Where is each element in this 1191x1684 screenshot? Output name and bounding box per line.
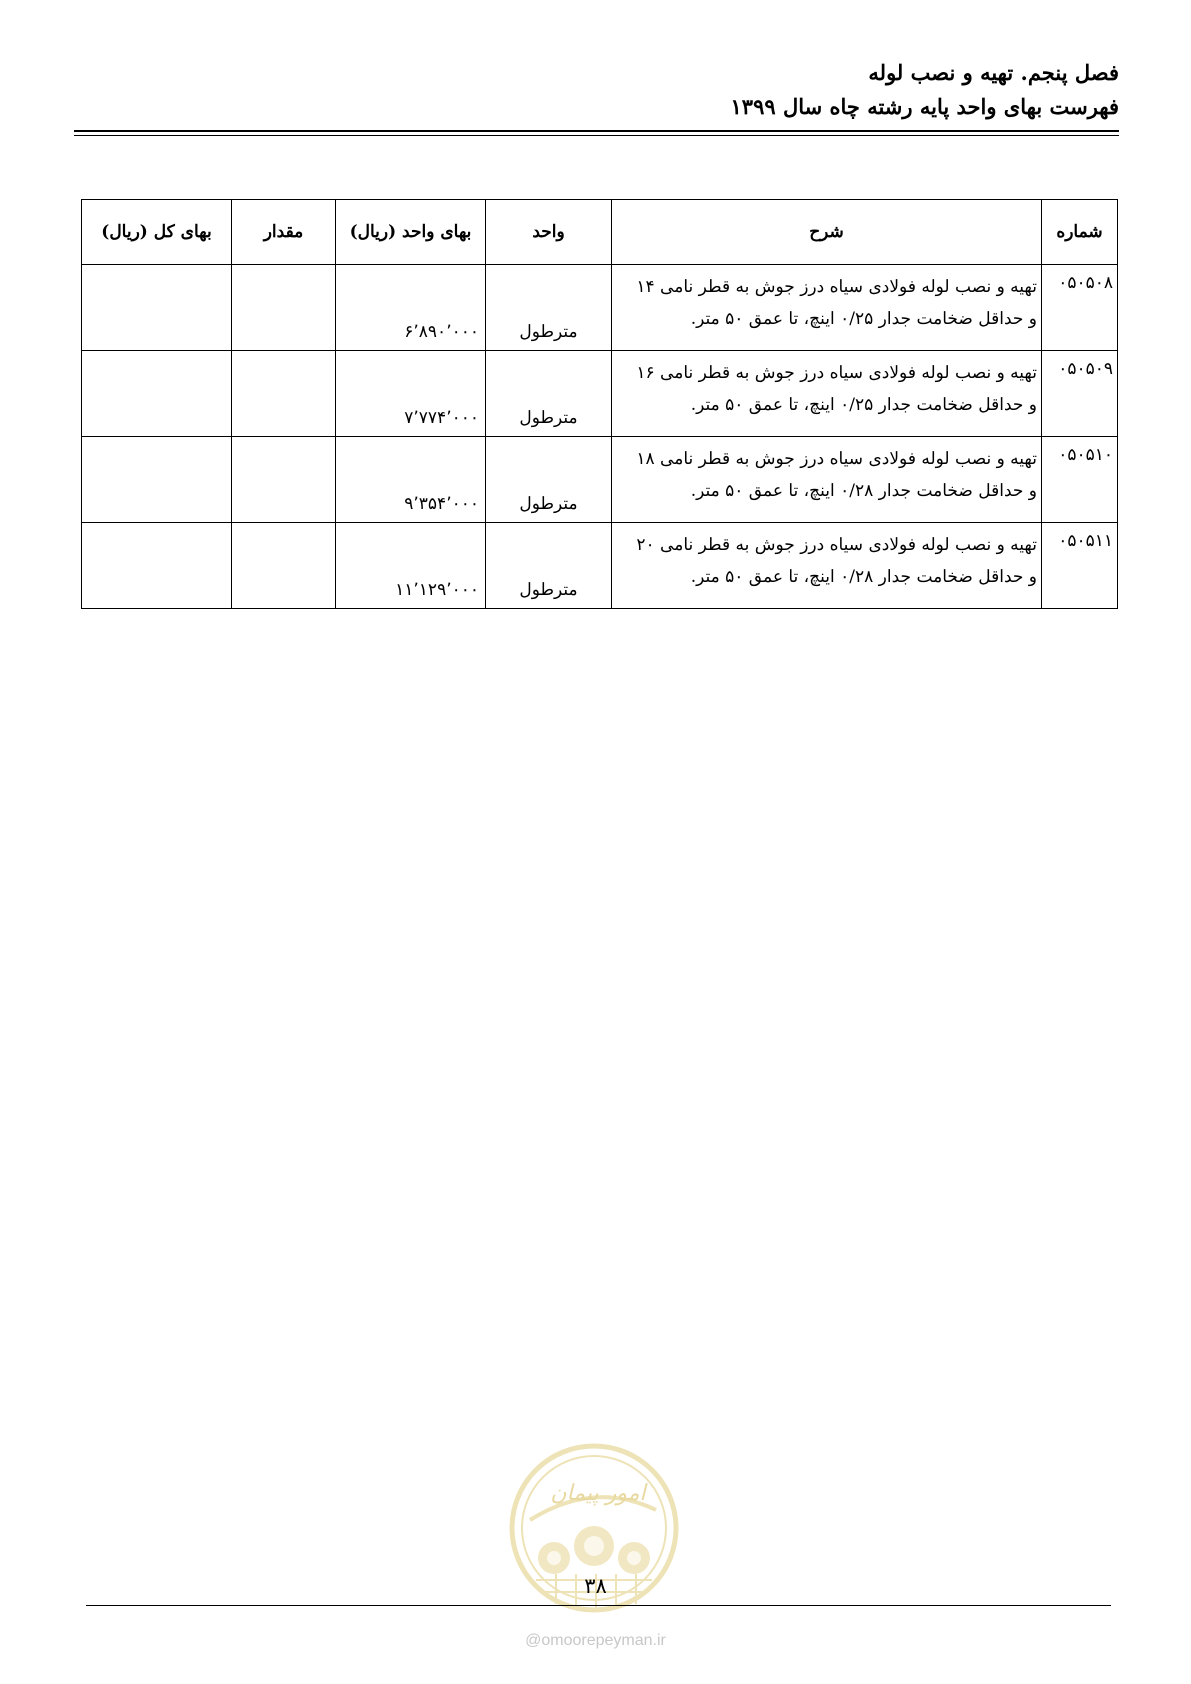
table-row <box>82 437 1118 523</box>
column-header-description: شرح <box>612 200 1042 265</box>
item-description-line: تهیه و نصب لوله فولادی سیاه درز جوش به قطر نامی ۲۰ <box>636 535 1037 555</box>
item-unit: مترطول <box>486 351 612 437</box>
item-unit: مترطول <box>486 523 612 609</box>
item-description-line: تهیه و نصب لوله فولادی سیاه درز جوش به قطر نامی ۱۴ <box>636 277 1037 297</box>
item-unit: مترطول <box>486 437 612 523</box>
header-divider-thin <box>74 135 1119 136</box>
price-list-title: فهرست بهای واحد پایه رشته چاه سال ۱۳۹۹ <box>730 94 1119 119</box>
page-number: ۳۸ <box>584 1574 607 1598</box>
watermark-text: امور پیمان <box>550 1481 646 1506</box>
item-description-line: و حداقل ضخامت جدار ۰/۲۵ اینچ، تا عمق ۵۰ متر. <box>690 395 1037 415</box>
table-row <box>82 523 1118 609</box>
chapter-title: فصل پنجم. تهیه و نصب لوله <box>868 60 1119 85</box>
site-url: @omoorepeyman.ir <box>525 1632 666 1649</box>
table-row <box>82 265 1118 351</box>
item-description <box>612 523 1042 609</box>
price-table <box>81 199 1118 609</box>
item-description <box>612 351 1042 437</box>
table-header-row <box>82 200 1118 265</box>
table-row <box>82 351 1118 437</box>
item-total-price[interactable] <box>82 351 232 437</box>
item-unit-price: ۱۱٬۱۲۹٬۰۰۰ <box>336 523 486 609</box>
item-description <box>612 265 1042 351</box>
item-description <box>612 437 1042 523</box>
page-header <box>69 56 1119 124</box>
item-description-line: تهیه و نصب لوله فولادی سیاه درز جوش به قطر نامی ۱۶ <box>636 363 1037 383</box>
header-divider <box>74 130 1119 132</box>
column-header-total-price: بهای کل (ریال) <box>82 200 232 265</box>
footer-divider <box>86 1605 1111 1606</box>
item-code: ۰۵۰۵۰۹ <box>1042 351 1118 437</box>
column-header-code: شماره <box>1042 200 1118 265</box>
item-unit-price: ۶٬۸۹۰٬۰۰۰ <box>336 265 486 351</box>
item-description-line: و حداقل ضخامت جدار ۰/۲۸ اینچ، تا عمق ۵۰ متر. <box>690 567 1037 587</box>
item-unit-price: ۷٬۷۷۴٬۰۰۰ <box>336 351 486 437</box>
item-description-line: و حداقل ضخامت جدار ۰/۲۸ اینچ، تا عمق ۵۰ متر. <box>690 481 1037 501</box>
column-header-quantity: مقدار <box>232 200 336 265</box>
item-code: ۰۵۰۵۱۰ <box>1042 437 1118 523</box>
item-code: ۰۵۰۵۰۸ <box>1042 265 1118 351</box>
item-quantity[interactable] <box>232 351 336 437</box>
item-code: ۰۵۰۵۱۱ <box>1042 523 1118 609</box>
item-description-line: و حداقل ضخامت جدار ۰/۲۵ اینچ، تا عمق ۵۰ متر. <box>690 309 1037 329</box>
item-unit-price: ۹٬۳۵۴٬۰۰۰ <box>336 437 486 523</box>
item-unit: مترطول <box>486 265 612 351</box>
column-header-unit: واحد <box>486 200 612 265</box>
item-total-price[interactable] <box>82 265 232 351</box>
item-total-price[interactable] <box>82 523 232 609</box>
item-quantity[interactable] <box>232 265 336 351</box>
item-quantity[interactable] <box>232 437 336 523</box>
item-total-price[interactable] <box>82 437 232 523</box>
column-header-unit-price: بهای واحد (ریال) <box>336 200 486 265</box>
item-description-line: تهیه و نصب لوله فولادی سیاه درز جوش به قطر نامی ۱۸ <box>636 449 1037 469</box>
item-quantity[interactable] <box>232 523 336 609</box>
